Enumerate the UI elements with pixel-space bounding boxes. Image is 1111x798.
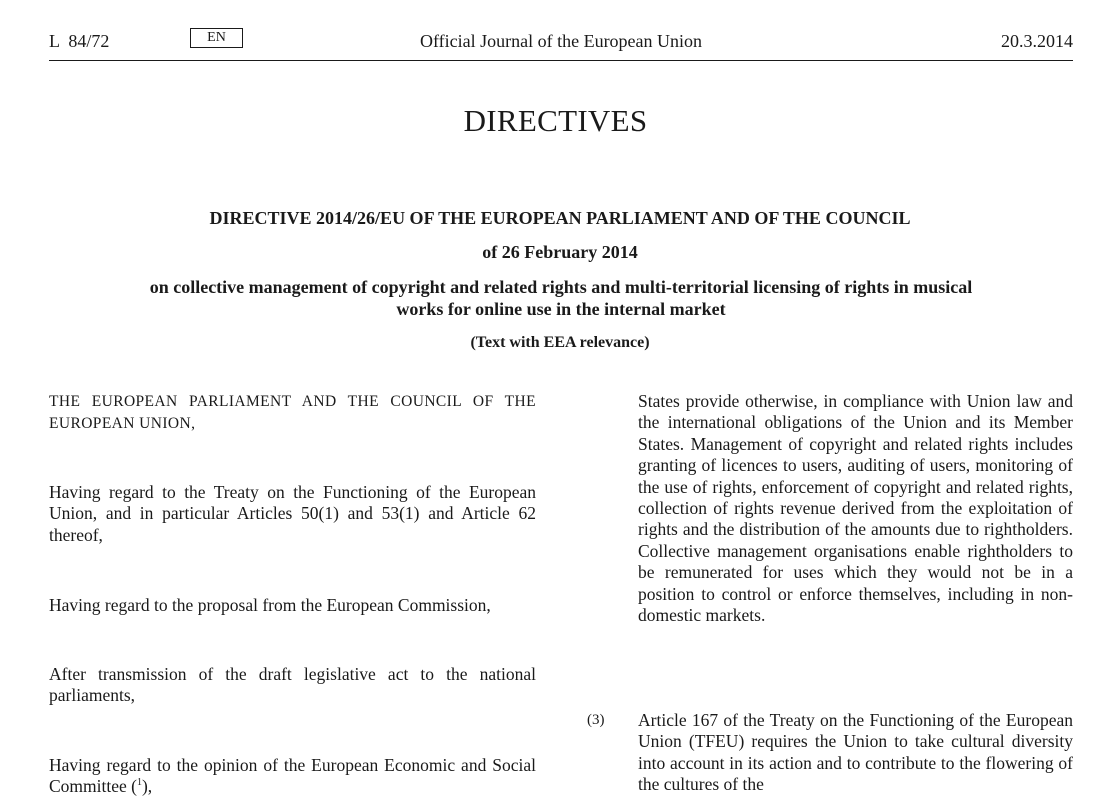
directive-date: of 26 February 2014 bbox=[482, 242, 638, 262]
citation-treaty: Having regard to the Treaty on the Functioning of the European Union, and in particular Articles 50(1) and 53(1) and Article 62 thereof, bbox=[49, 482, 536, 545]
recital-3-text: Article 167 of the Treaty on the Functioning of the European Union (TFEU) requires the Union to take cultural diversity into account in its action and to contribute to the flowering of the cultures of the bbox=[638, 710, 1073, 795]
recital-3 bbox=[638, 710, 1073, 796]
citation-eesc bbox=[49, 755, 536, 798]
citation-transmission: After transmission of the draft legislative act to the national parliaments, bbox=[49, 664, 536, 706]
section-heading: DIRECTIVES bbox=[463, 103, 648, 138]
page-reference: L 84/72 bbox=[49, 31, 110, 51]
recital-2-text: States provide otherwise, in compliance with Union law and the international obligations of the Union and its Member States. Management of copyright and related rights includes granting of licences to users, auditing of users, monitoring of the use of rights, enforcement of copyright and related rights, collection of rights revenue derived from the exploitation of rights and the distribution of the amounts due to rightholders. Collective management organisations enable rightholders to be remunerated for uses which they would not be in a position to control or enforce themselves, including in non-domestic markets. bbox=[638, 391, 1073, 626]
directive-title: DIRECTIVE 2014/26/EU OF THE EUROPEAN PARLIAMENT AND OF THE COUNCIL bbox=[209, 208, 911, 228]
journal-title: Official Journal of the European Union bbox=[419, 31, 703, 51]
preamble: THE EUROPEAN PARLIAMENT AND THE COUNCIL OF THE EUROPEAN UNION, bbox=[49, 393, 536, 432]
left-column bbox=[49, 0, 536, 798]
recital-3-number: (3) bbox=[587, 712, 605, 728]
eea-relevance: (Text with EEA relevance) bbox=[470, 334, 650, 351]
footnote-ref[interactable]: 1 bbox=[136, 777, 142, 789]
citation-eesc-text: Having regard to the opinion of the European Economic and Social Committee ( bbox=[49, 755, 536, 797]
directive-subject: on collective management of copyright and related rights and multi-territorial licensing of rights in musical works for online use in the internal market bbox=[149, 277, 973, 319]
citation-proposal: Having regard to the proposal from the European Commission, bbox=[49, 595, 491, 615]
citation-eesc-end: ), bbox=[141, 776, 153, 797]
recital-2-continued bbox=[638, 391, 1073, 626]
publication-date: 20.3.2014 bbox=[1001, 31, 1073, 51]
language-badge: EN bbox=[190, 28, 243, 48]
